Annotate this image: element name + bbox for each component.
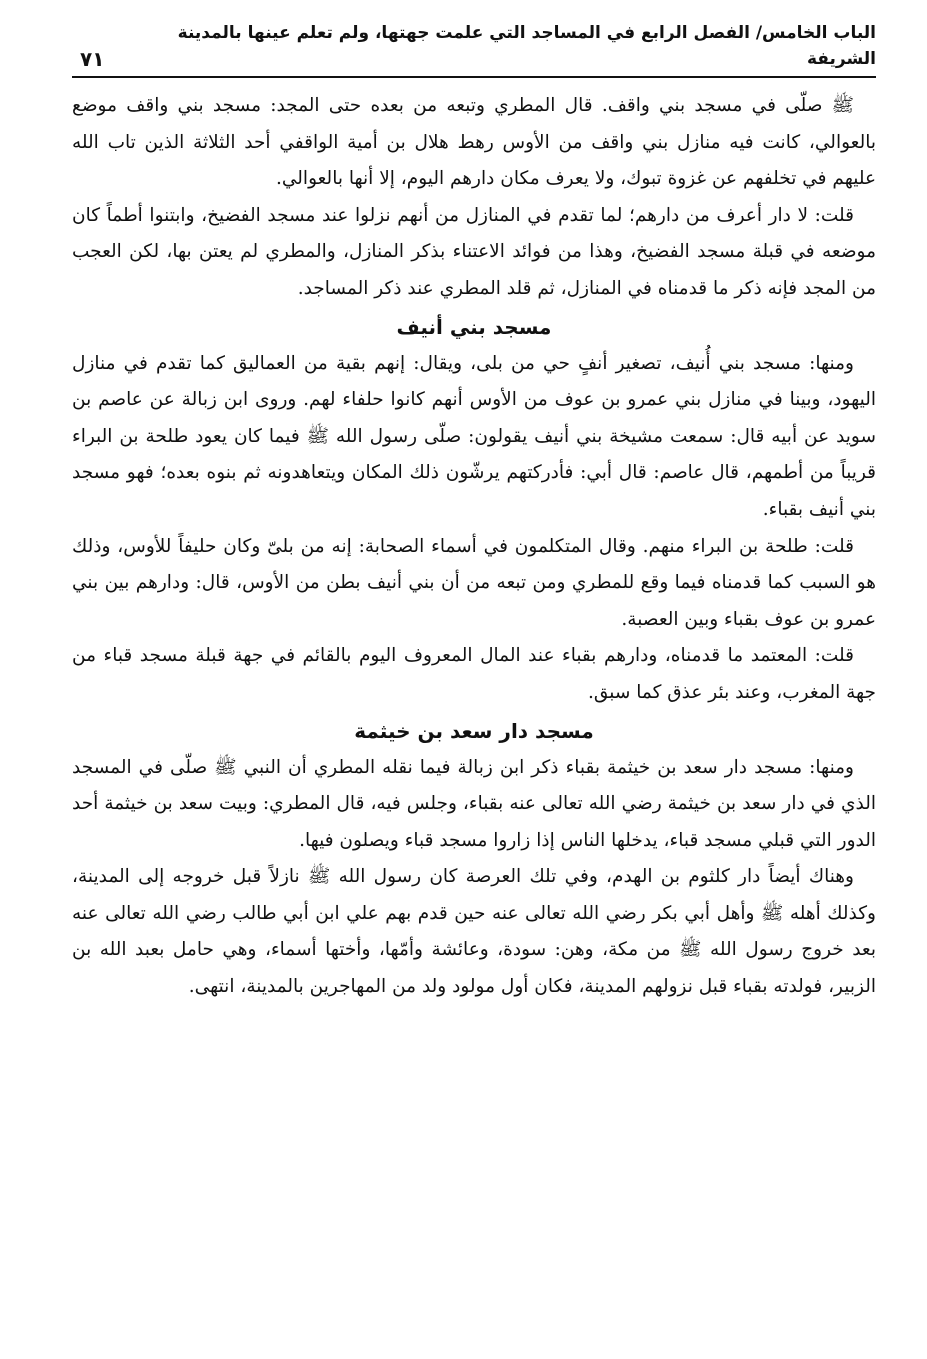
section-heading: مسجد دار سعد بن خيثمة [354,718,594,743]
paragraph: ومنها: مسجد بني أُنيف، تصغير أنفٍ حي من بلى، ويقال: إنهم بقية من العماليق كما تقدم في منازل اليهود، وبينا في منازل بني عمرو بن عوف من الأوس أنهم كانوا حلفاء لهم. وروى ابن زبالة عن عاصم بن سويد عن أبيه قال: سمعت مشيخة بني أنيف يقولون: صلّى رسول الله ﷺ فيما كان يعود طلحة بن البراء قريباً من أطمهم، قال عاصم: قال أبي: فأدركتهم يرشّون ذلك المكان ويتعاهدونه ثم بنوه بعده؛ فهو مسجد بني أنيف بقباء. [72,352,876,520]
header-rule [72,76,876,78]
book-page [72,23,876,1006]
paragraph: ﷺ صلّى في مسجد بني واقف. قال المطري وتبعه من بعده حتى المجد: مسجد بني واقف موضع بالعوالي، كانت فيه منازل بني واقف من الأوس رهط هلال بن أمية الواقفي أحد الثلاثة الذين تاب الله عليهم في تخلفهم عن غزوة تبوك، ولا يعرف مكان دارهم اليوم، إلا أنها بالعوالي. [72,95,876,190]
running-header-title: الباب الخامس/ الفصل الرابع في المساجد التي علمت جهتها، ولم تعلم عينها بالمدينة الشريفة [177,23,876,69]
paragraph: قلت: طلحة بن البراء منهم. وقال المتكلمون في أسماء الصحابة: إنه من بلىّ وكان حليفاً للأوس، وذلك هو السبب كما قدمناه فيما وقع للمطري ومن تبعه من أن بني أنيف بطن من الأوس، قال: ودارهم بين بني عمرو بن عوف بقباء وبين العصبة. [72,535,876,630]
paragraph: قلت: المعتمد ما قدمناه، ودارهم بقباء عند المال المعروف اليوم بالقائم في جهة قبلة مسجد قباء من جهة المغرب، وعند بئر عذق كما سبق. [72,645,876,703]
running-header [72,23,876,72]
body-text [72,88,876,1006]
section-heading: مسجد بني أنيف [396,314,552,339]
page-number: ٧١ [80,47,105,71]
paragraph: ومنها: مسجد دار سعد بن خيثمة بقباء ذكر ابن زبالة فيما نقله المطري أن النبي ﷺ صلّى في المسجد الذي في دار سعد بن خيثمة رضي الله تعالى عنه بقباء، وجلس فيه، قال المطري: وبيت سعد بن خيثمة أحد الدور التي قبلي مسجد قباء، يدخلها الناس إذا زاروا مسجد قباء ويصلون فيها. [72,756,876,851]
paragraph: قلت: لا دار أعرف من دارهم؛ لما تقدم في المنازل من أنهم نزلوا عند مسجد الفضيخ، وابتنوا أطماً كان موضعه في قبلة مسجد الفضيخ، وهذا من فوائد الاعتناء بذكر المنازل، والمطري لم يعتن بها، لكن العجب من المجد فإنه ذكر ما قدمناه في المنازل، ثم قلد المطري عند ذكر المساجد. [72,204,876,299]
paragraph: وهناك أيضاً دار كلثوم بن الهدم، وفي تلك العرصة كان رسول الله ﷺ نازلاً قبل خروجه إلى المدينة، وكذلك أهله ﷺ وأهل أبي بكر رضي الله تعالى عنه حين قدم بهم علي ابن أبي طالب رضي الله تعالى عنه بعد خروج رسول الله ﷺ من مكة، وهن: سودة، وعائشة وأمّها، وأختها أسماء، وهي حامل بعبد الله بن الزبير، فولدته بقباء قبل نزولهم المدينة، فكان أول مولود ولد من المهاجرين بالمدينة، انتهى. [72,866,876,998]
